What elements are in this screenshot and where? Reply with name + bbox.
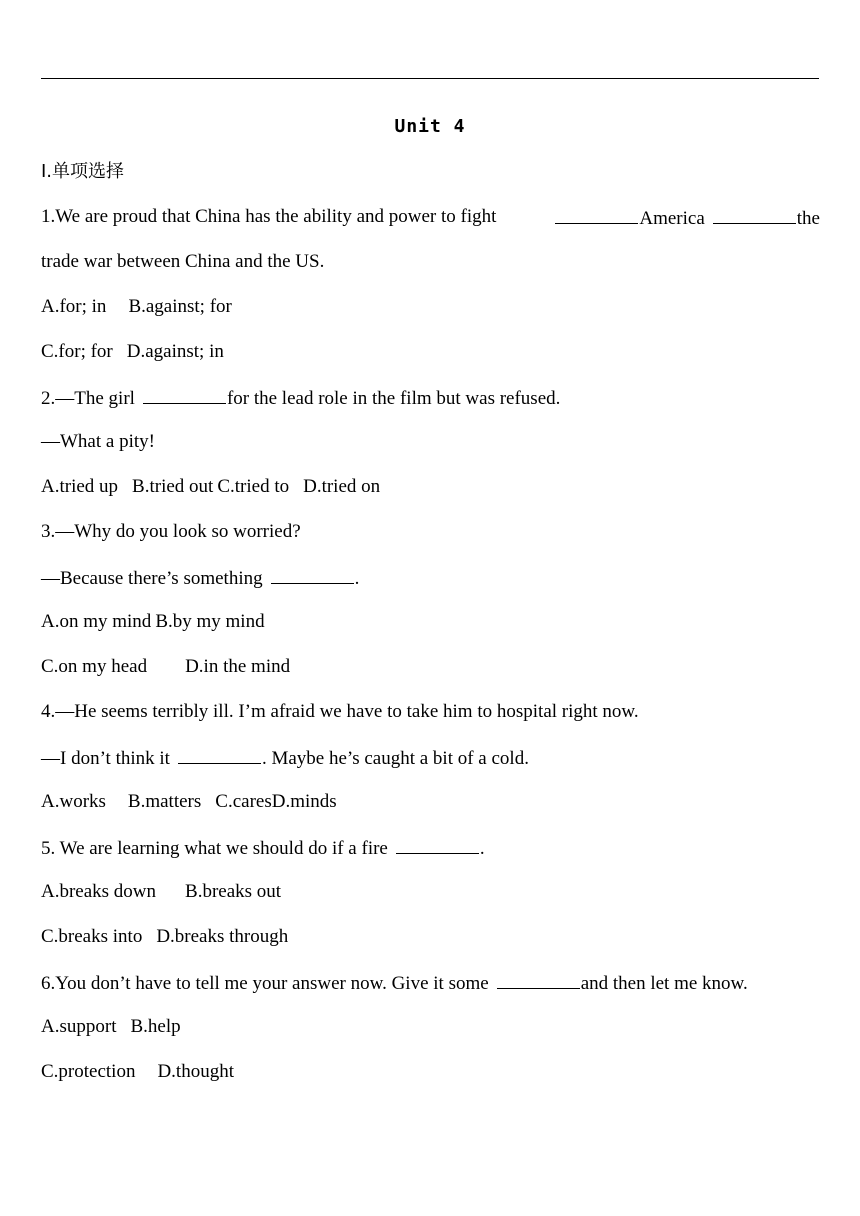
option-b: B.against; for	[128, 296, 232, 317]
option-a: A.tried up	[41, 476, 119, 497]
question-3-reply	[41, 565, 359, 591]
question-1-options-row-1	[41, 295, 232, 319]
question-2-options	[41, 475, 380, 499]
option-d: D.in the mind	[185, 656, 291, 677]
page-title: Unit 4	[394, 116, 466, 137]
option-b: B.tried out	[132, 476, 214, 497]
section-heading: Ⅰ.单项选择	[41, 161, 125, 182]
question-1-text-a: 1.We are proud that China has the ability and power to fight	[41, 206, 497, 227]
question-4-stem: 4.—He seems terribly ill. I’m afraid we have to take him to hospital right now.	[41, 701, 639, 722]
answer-blank	[497, 970, 580, 989]
question-3-options-row-2	[41, 655, 290, 679]
question-3-reply-b: .	[354, 568, 360, 589]
question-4-options	[41, 790, 337, 814]
option-b: B.by my mind	[155, 611, 265, 632]
option-a: A.support	[41, 1016, 117, 1037]
option-c: C.protection	[41, 1061, 136, 1082]
question-1-stem	[41, 205, 820, 231]
answer-blank	[713, 205, 796, 224]
question-6-options-row-2	[41, 1060, 234, 1084]
option-a: A.breaks down	[41, 881, 157, 902]
question-1-middle	[547, 205, 820, 231]
option-d: D.tried on	[303, 476, 381, 497]
question-1-text-b: America	[639, 208, 705, 229]
answer-blank	[143, 385, 226, 404]
option-c: C.breaks into	[41, 926, 143, 947]
question-5-options-row-2	[41, 925, 288, 949]
option-a: A.on my mind	[41, 611, 152, 632]
option-b: B.matters	[127, 791, 202, 812]
option-c: C.tried to	[217, 476, 290, 497]
option-d: D.minds	[271, 791, 337, 812]
question-4-reply-a: —I don’t think it	[41, 748, 170, 769]
question-2-text-a: 2.—The girl	[41, 388, 135, 409]
question-6-text-a: 6.You don’t have to tell me your answer now. Give it some	[41, 973, 489, 994]
question-1-stem-continued: trade war between China and the US.	[41, 251, 325, 272]
option-d: D.breaks through	[156, 926, 289, 947]
question-3-reply-a: —Because there’s something	[41, 568, 263, 589]
option-b: B.help	[130, 1016, 181, 1037]
option-c: C.cares	[215, 791, 272, 812]
question-2-text-b: for the lead role in the film but was refused.	[226, 388, 561, 409]
answer-blank	[178, 745, 261, 764]
question-4-reply-b: . Maybe he’s caught a bit of a cold.	[261, 748, 529, 769]
question-1-options-row-2	[41, 340, 224, 364]
question-2-stem	[41, 385, 560, 411]
answer-blank	[555, 205, 638, 224]
option-b: B.breaks out	[185, 881, 282, 902]
question-4-reply	[41, 745, 529, 771]
question-6-stem	[41, 970, 748, 996]
option-d: D.against; in	[126, 341, 224, 362]
question-6-text-b: and then let me know.	[580, 973, 748, 994]
answer-blank	[271, 565, 354, 584]
question-2-reply: —What a pity!	[41, 431, 155, 452]
question-5-stem	[41, 835, 485, 861]
option-c: C.for; for	[41, 341, 113, 362]
header-rule	[41, 78, 819, 79]
question-1-text-c: the	[796, 208, 820, 229]
option-c: C.on my head	[41, 656, 148, 677]
question-6-options-row-1	[41, 1015, 181, 1039]
option-a: A.for; in	[41, 296, 107, 317]
answer-blank	[396, 835, 479, 854]
question-3-stem: 3.—Why do you look so worried?	[41, 521, 301, 542]
question-3-options-row-1	[41, 610, 265, 634]
question-5-text-b: .	[479, 838, 485, 859]
option-a: A.works	[41, 791, 106, 812]
question-5-options-row-1	[41, 880, 281, 904]
question-5-text-a: 5. We are learning what we should do if a fire	[41, 838, 388, 859]
option-d: D.thought	[157, 1061, 234, 1082]
